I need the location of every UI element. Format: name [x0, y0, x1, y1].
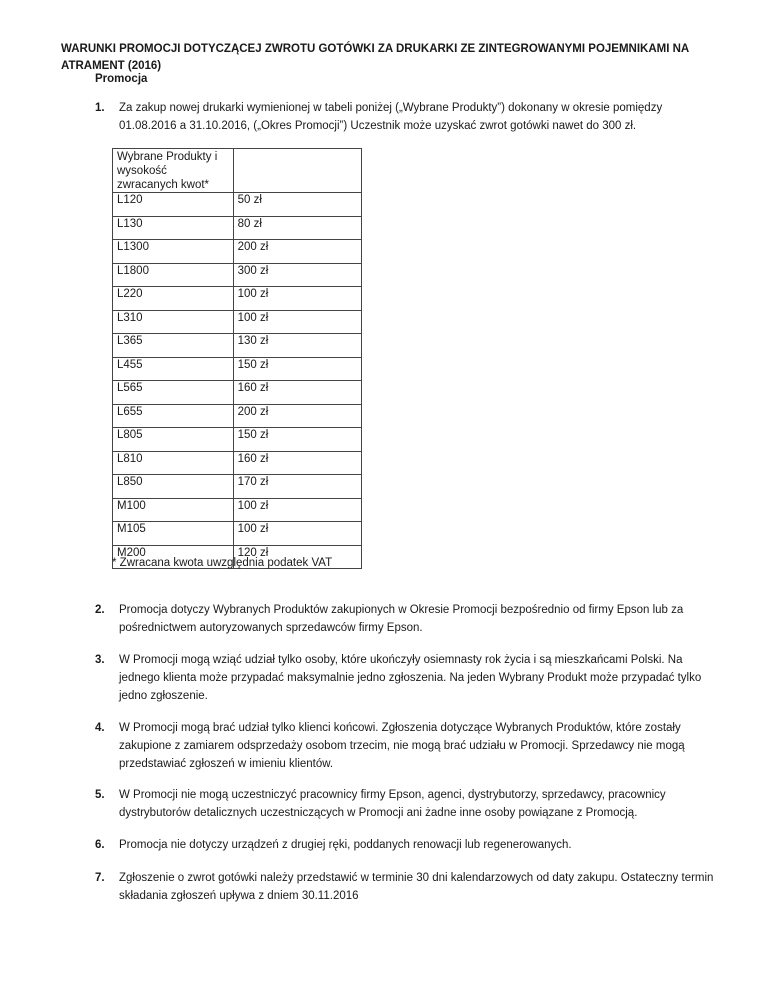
amount-cell: 160 zł	[233, 451, 361, 475]
table-footnote: * Zwracana kwota uwzględnia podatek VAT	[112, 557, 333, 569]
model-cell: L805	[113, 428, 234, 452]
item-text: Za zakup nowej drukarki wymienionej w tabeli poniżej („Wybrane Produkty”) dokonany w okresie pomiędzy 01.08.2016 a 31.10.2016, („Okres Promocji”) Uczestnik może uzyskać zwrot gotówki nawet do 300 zł.	[119, 102, 663, 132]
item-number: 5.	[95, 789, 105, 801]
item-number: 6.	[95, 839, 105, 851]
table-row	[113, 498, 362, 522]
model-cell: M105	[113, 522, 234, 546]
section-heading: Promocja	[95, 73, 148, 85]
table-row	[113, 522, 362, 546]
model-cell: L365	[113, 334, 234, 358]
amount-cell: 200 zł	[233, 404, 361, 428]
item-text: W Promocji mogą brać udział tylko klienci końcowi. Zgłoszenia dotyczące Wybranych Produktów, które zostały zakupione z zamiarem odsprzedaży osobom trzecim, nie mogą brać udziału w Promocji. Sprzedawcy nie mogą przedstawiać zgłoszeń w imieniu klientów.	[119, 722, 685, 770]
table-row	[113, 428, 362, 452]
amount-cell: 130 zł	[233, 334, 361, 358]
table-header: Wybrane Produkty i wysokość zwracanych kwot*	[113, 149, 234, 193]
table-row	[113, 310, 362, 334]
model-cell: L810	[113, 451, 234, 475]
table-row	[113, 334, 362, 358]
amount-cell: 80 zł	[233, 216, 361, 240]
item-number: 2.	[95, 604, 105, 616]
model-cell: L655	[113, 404, 234, 428]
table-row	[113, 287, 362, 311]
model-cell: L1300	[113, 240, 234, 264]
amount-cell: 120 zł	[233, 545, 361, 569]
item-text: Zgłoszenie o zwrot gotówki należy przedstawić w terminie 30 dni kalendarzowych od daty zakupu. Ostateczny termin składania zgłoszeń upływa z dniem 30.11.2016	[119, 872, 714, 902]
amount-cell: 160 zł	[233, 381, 361, 405]
table-row	[113, 381, 362, 405]
amount-cell: 150 zł	[233, 428, 361, 452]
amount-cell: 100 zł	[233, 522, 361, 546]
model-cell: M100	[113, 498, 234, 522]
amount-cell: 300 zł	[233, 263, 361, 287]
item-number: 1.	[95, 102, 105, 114]
item-text: Promocja nie dotyczy urządzeń z drugiej ręki, poddanych renowacji lub regenerowanych.	[119, 839, 572, 851]
model-cell: L565	[113, 381, 234, 405]
document-title: WARUNKI PROMOCJI DOTYCZĄCEJ ZWROTU GOTÓWKI ZA DRUKARKI ZE ZINTEGROWANYMI POJEMNIKAMI NA ATRAMENT (2016)	[61, 43, 689, 72]
item-text: W Promocji mogą wziąć udział tylko osoby, które ukończyły osiemnasty rok życia i są mieszkańcami Polski. Na jednego klienta może przypadać maksymalnie jedno zgłoszenia. Na jeden Wybrany Produkt może przypadać tylko jedno zgłoszenie.	[119, 654, 702, 702]
table-row	[113, 451, 362, 475]
model-cell: L220	[113, 287, 234, 311]
item-text: W Promocji nie mogą uczestniczyć pracownicy firmy Epson, agenci, dystrybutorzy, sprzedawcy, pracownicy dystrybutorów detalicznych uczestniczących w Promocji ani żadne inne osoby powiązane z Promocją.	[119, 789, 666, 819]
model-cell: L310	[113, 310, 234, 334]
model-cell: L120	[113, 193, 234, 217]
table-row	[113, 357, 362, 381]
amount-cell: 50 zł	[233, 193, 361, 217]
table-header-empty	[233, 149, 361, 193]
model-cell: L1800	[113, 263, 234, 287]
model-cell: L455	[113, 357, 234, 381]
amount-cell: 170 zł	[233, 475, 361, 499]
model-cell: L130	[113, 216, 234, 240]
products-table	[112, 148, 362, 569]
amount-cell: 200 zł	[233, 240, 361, 264]
amount-cell: 100 zł	[233, 498, 361, 522]
table-header-row	[113, 149, 362, 193]
model-cell: M200	[113, 545, 234, 569]
table-row	[113, 240, 362, 264]
amount-cell: 100 zł	[233, 287, 361, 311]
item-number: 7.	[95, 872, 105, 884]
table-row	[113, 475, 362, 499]
item-number: 3.	[95, 654, 105, 666]
table-row	[113, 263, 362, 287]
amount-cell: 100 zł	[233, 310, 361, 334]
item-text: Promocja dotyczy Wybranych Produktów zakupionych w Okresie Promocji bezpośrednio od firmy Epson lub za pośrednictwem autoryzowanych sprzedawców firmy Epson.	[119, 604, 684, 634]
table-row	[113, 193, 362, 217]
item-number: 4.	[95, 722, 105, 734]
table-row	[113, 216, 362, 240]
table-row	[113, 404, 362, 428]
model-cell: L850	[113, 475, 234, 499]
amount-cell: 150 zł	[233, 357, 361, 381]
